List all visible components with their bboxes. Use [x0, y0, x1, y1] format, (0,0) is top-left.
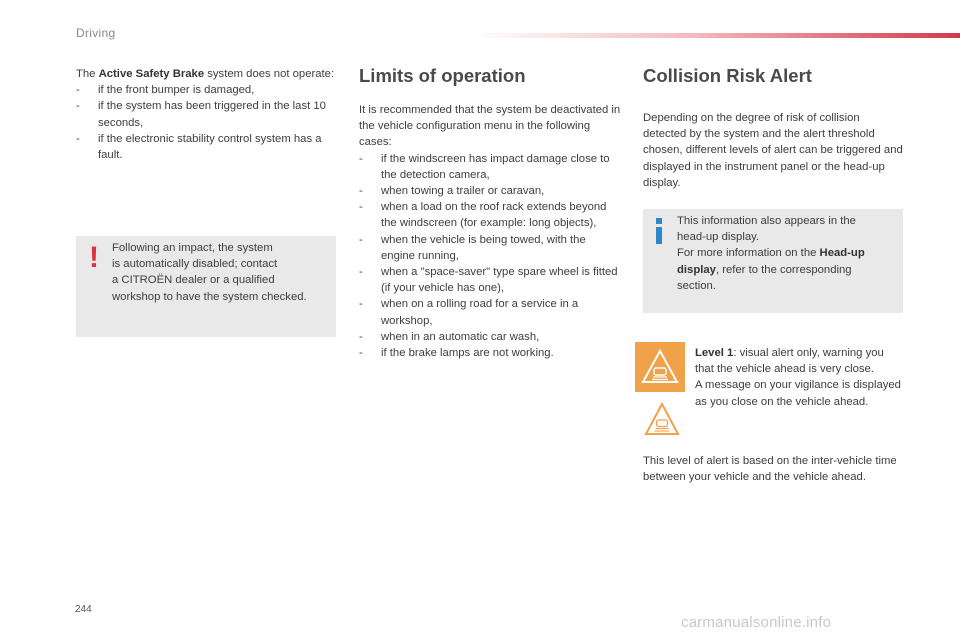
info-box	[643, 209, 903, 313]
list-item: - if the front bumper is damaged,	[76, 82, 338, 98]
list-item: - when a load on the roof rack extends beyond the windscreen (for example: long objects),	[359, 199, 621, 231]
alert-icons	[635, 342, 685, 442]
collision-warning-outline-icon	[640, 398, 684, 442]
collision-intro: Depending on the degree of risk of collision detected by the system and the alert threshold chosen, different levels of alert can be triggered and displayed in the instrument panel or the head-up display.	[643, 112, 903, 189]
collision-heading: Collision Risk Alert	[643, 65, 812, 86]
limits-heading: Limits of operation	[359, 65, 526, 86]
list-item: - when towing a trailer or caravan,	[359, 183, 621, 199]
limits-intro: It is recommended that the system be deactivated in the vehicle configuration menu in the following cases:	[359, 104, 621, 149]
list-item: - if the electronic stability control system has a fault.	[76, 131, 338, 163]
collision-warning-filled-icon	[635, 342, 685, 392]
level-label: Level 1	[695, 347, 734, 359]
list-item: - if the brake lamps are not working.	[359, 345, 621, 361]
middle-column	[359, 64, 621, 361]
list-item: - when the vehicle is being towed, with the engine running,	[359, 232, 621, 264]
section-title: Driving	[76, 26, 116, 40]
alert-basis-text: This level of alert is based on the inter-vehicle time between your vehicle and the vehicle ahead.	[643, 455, 897, 484]
left-column	[76, 66, 338, 163]
info-icon	[653, 218, 665, 244]
warning-text: Following an impact, the system is automatically disabled; contact a CITROËN dealer or a qualified workshop to have the system checked.	[112, 242, 307, 303]
asb-list	[76, 82, 338, 163]
header-accent-bar	[470, 33, 960, 38]
list-item: - if the system has been triggered in the last 10 seconds,	[76, 98, 338, 130]
warning-box	[76, 236, 336, 337]
list-item: - if the windscreen has impact damage close to the detection camera,	[359, 151, 621, 183]
level-1-description: Level 1: visual alert only, warning you that the vehicle ahead is very close. A message on your vigilance is displayed as you close on the vehicle ahead.	[695, 347, 901, 408]
list-item: - when in an automatic car wash,	[359, 329, 621, 345]
asb-intro: The Active Safety Brake system does not operate:	[76, 68, 335, 80]
limits-list	[359, 151, 621, 362]
right-column	[643, 64, 905, 191]
watermark: carmanualsonline.info	[681, 614, 832, 631]
asb-term: Active Safety Brake	[98, 68, 205, 80]
info-text: This information also appears in the head-up display. For more information on the Head-up display, refer to the corresponding section.	[677, 215, 865, 292]
page-number: 244	[75, 604, 92, 615]
list-item: - when on a rolling road for a service in a workshop,	[359, 296, 621, 328]
exclamation-icon: !	[89, 241, 99, 274]
list-item: - when a "space-saver" type spare wheel is fitted (if your vehicle has one),	[359, 264, 621, 296]
